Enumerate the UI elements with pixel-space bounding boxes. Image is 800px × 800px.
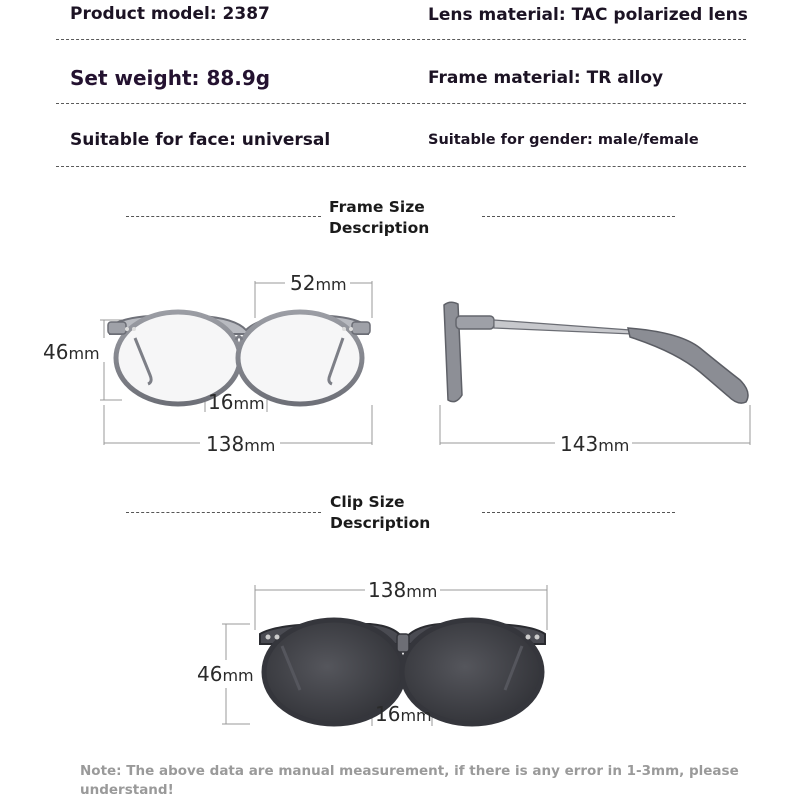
side-frame-drawing [440, 302, 750, 445]
bridge-label: 16mm [208, 390, 265, 414]
measurement-note: Note: The above data are manual measurement, if there is any error in 1-3mm, please understand! [80, 763, 739, 798]
product-model-text: Product model: 2387 [70, 4, 270, 24]
lens-height-label: 46mm [43, 340, 100, 364]
face-text: Suitable for face: universal [70, 130, 331, 150]
clip-bridge-label: 16mm [375, 702, 432, 726]
temple-length-label: 143mm [560, 432, 630, 456]
lens-material-text: Lens material: TAC polarized lens [428, 5, 748, 25]
set-weight-text: Set weight: 88.9g [70, 66, 271, 90]
lens-width-label: 52mm [290, 271, 347, 295]
frame-size-title-line2: Description [329, 219, 430, 237]
clip-size-title-line2: Description [330, 514, 431, 532]
front-frame-drawing [100, 281, 372, 445]
clip-size-title-line1: Clip Size [330, 493, 405, 511]
frame-width-label: 138mm [206, 432, 276, 456]
frame-size-title-line1: Frame Size [329, 198, 425, 216]
clip-height-label: 46mm [197, 662, 254, 686]
gender-text: Suitable for gender: male/female [428, 132, 699, 148]
clip-width-label: 138mm [368, 578, 438, 602]
frame-material-text: Frame material: TR alloy [428, 68, 664, 88]
